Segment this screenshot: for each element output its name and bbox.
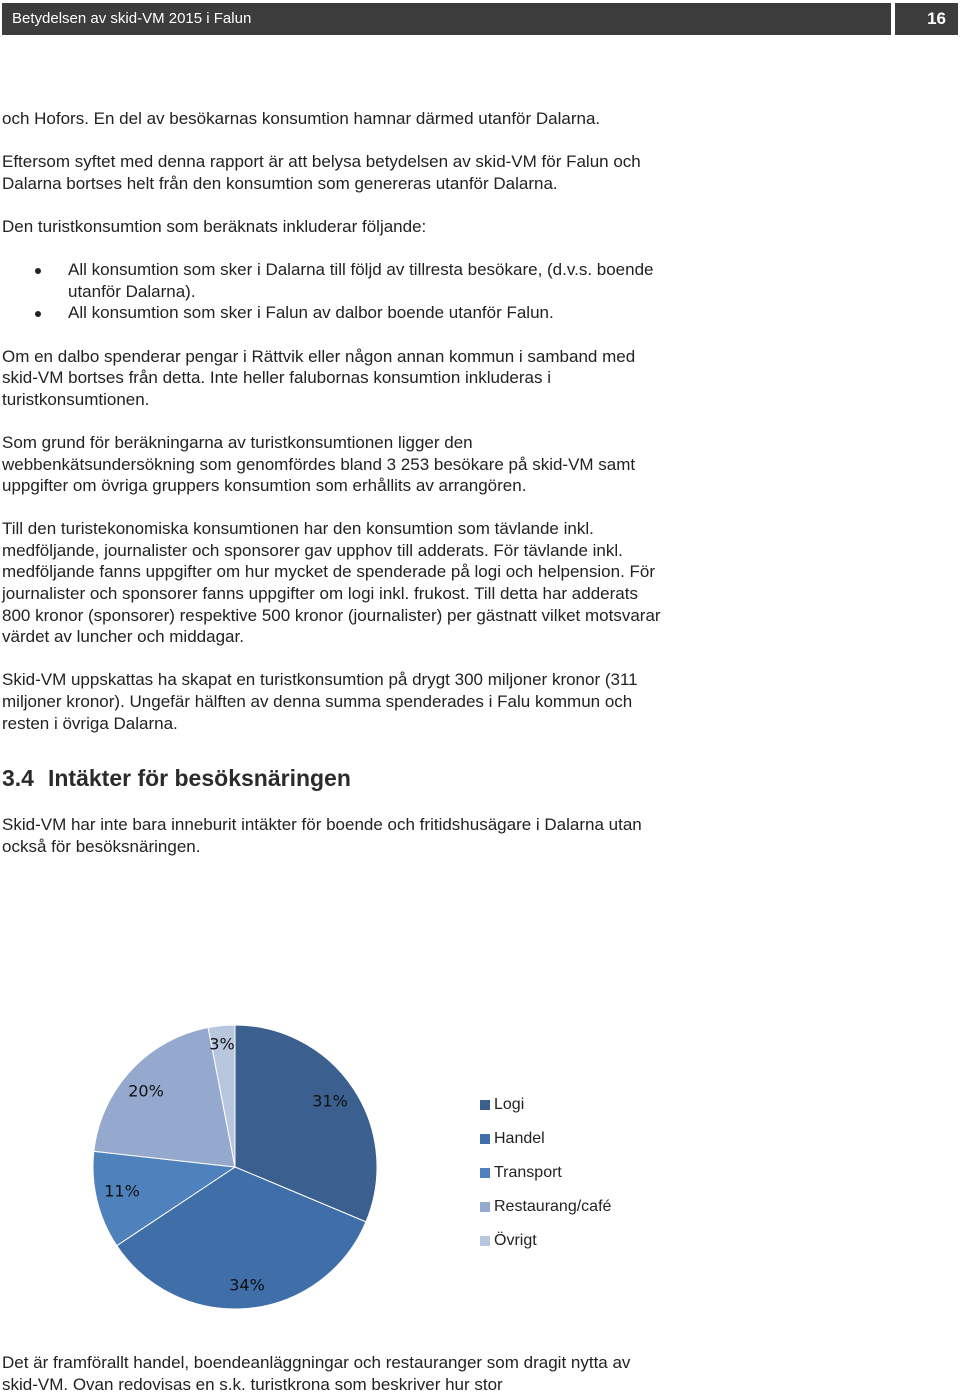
legend-item xyxy=(480,1156,611,1190)
body-text xyxy=(2,108,662,879)
paragraph-7: Skid-VM uppskattas ha skapat en turistkonsumtion på drygt 300 miljoner kronor (311 miljoner kronor). Ungefär hälften av denna summa spenderades i Falu kommun och resten i övriga Dalarna. xyxy=(2,670,638,733)
section-heading xyxy=(2,764,662,792)
paragraph-3: Den turistkonsumtion som beräknats inkluderar följande: xyxy=(2,216,427,236)
legend-swatch xyxy=(480,1202,490,1212)
data-label: 3% xyxy=(209,1034,235,1054)
data-label: 20% xyxy=(128,1081,164,1101)
bullet-item: All konsumtion som sker i Falun av dalbor boende utanför Falun. xyxy=(2,302,662,324)
chart-legend xyxy=(480,1088,611,1258)
legend-item xyxy=(480,1190,611,1224)
legend-swatch xyxy=(480,1134,490,1144)
legend-item xyxy=(480,1088,611,1122)
section-title: Intäkter för besöksnäringen xyxy=(47,765,351,792)
data-label: 11% xyxy=(104,1181,140,1201)
paragraph-2: Eftersom syftet med denna rapport är att belysa betydelsen av skid-VM för Falun och Dalarna bortses helt från den konsumtion som genereras utanför Dalarna. xyxy=(2,152,641,193)
bottom-paragraph: Det är framförallt handel, boendeanläggningar och restauranger som dragit nytta av skid-VM. Ovan redovisas en s.k. turistkrona som beskriver hur stor xyxy=(2,1353,631,1394)
section-intro: Skid-VM har inte bara inneburit intäkter för boende och fritidshusägare i Dalarna utan också för besöksnäringen. xyxy=(2,815,642,856)
legend-label: Övrigt xyxy=(494,1232,537,1249)
page-header xyxy=(2,3,958,35)
legend-swatch xyxy=(480,1236,490,1246)
legend-label: Handel xyxy=(494,1130,545,1147)
legend-label: Transport xyxy=(494,1164,562,1181)
legend-label: Logi xyxy=(494,1096,525,1113)
section-number: 3.4 xyxy=(2,765,34,792)
legend-swatch xyxy=(480,1168,490,1178)
bullet-item: All konsumtion som sker i Dalarna till följd av tillresta besökare, (d.v.s. boende utanför Dalarna). xyxy=(2,259,662,302)
legend-label: Restaurang/café xyxy=(494,1198,612,1215)
data-label: 34% xyxy=(229,1275,265,1295)
paragraph-1: och Hofors. En del av besökarnas konsumtion hamnar därmed utanför Dalarna. xyxy=(2,109,601,128)
legend-item xyxy=(480,1224,611,1258)
bullet-list xyxy=(2,259,662,324)
paragraph-5: Som grund för beräkningarna av turistkonsumtionen ligger den webbenkätsundersökning som genomfördes bland 3 253 besökare på skid-VM samt uppgifter om övriga gruppers konsumtion som erhållits av arrangören. xyxy=(2,432,636,496)
legend-swatch xyxy=(480,1100,490,1110)
legend-item xyxy=(480,1122,611,1156)
paragraph-6: Till den turistekonomiska konsumtionen har den konsumtion som tävlande inkl. medföljande, journalister och sponsorer gav upphov till adderats. För tävlande inkl. medföljande fanns uppgifter om hur mycket de spenderade på logi och helpension. För journalister och sponsorer fanns uppgifter om logi inkl. frukost. Till detta har adderats 800 kronor (sponsorer) respektive 500 kronor (journalister) per gästnatt vilket motsvarar värdet av luncher och middagar. xyxy=(2,519,661,647)
document-title: Betydelsen av skid-VM 2015 i Falun xyxy=(2,3,891,35)
paragraph-4: Om en dalbo spenderar pengar i Rättvik eller någon annan kommun i samband med skid-VM bortses från detta. Inte heller falubornas konsumtion inkluderas i turistkonsumtionen. xyxy=(2,346,636,409)
page-number: 16 xyxy=(895,3,958,35)
data-label: 31% xyxy=(312,1091,348,1111)
